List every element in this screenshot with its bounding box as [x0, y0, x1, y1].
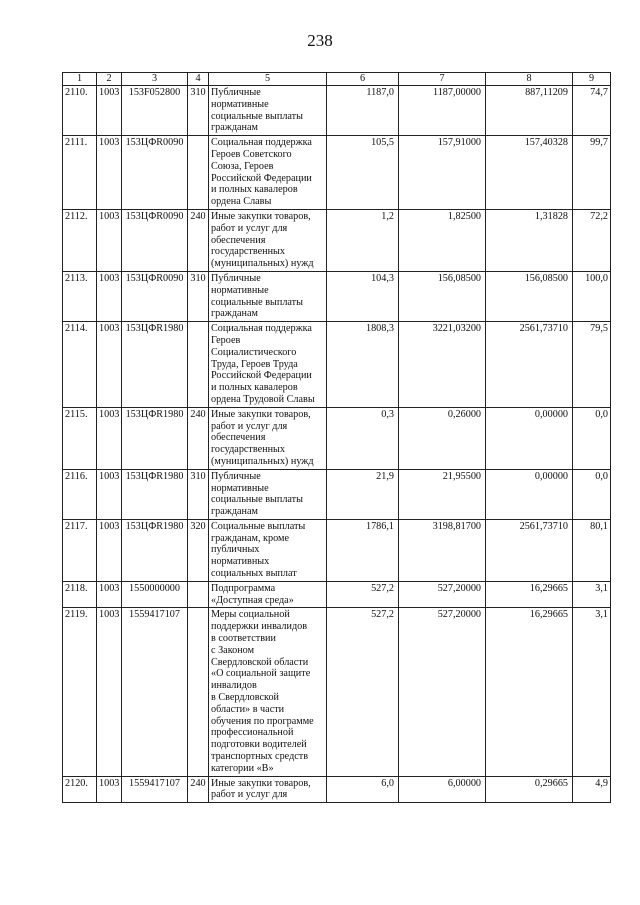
column-header: 4	[188, 73, 209, 86]
revised-value: 527,20000	[399, 581, 486, 608]
revised-value: 6,00000	[399, 776, 486, 803]
percent-value: 74,7	[573, 86, 611, 136]
item-name: Меры социальной поддержки инвалидов в соответствии с Законом Свердловской области «О социальной защите инвалидов в Свердловской области» в части обучения по программе профессиональной подготовки водителей транспортных средств категории «В»	[209, 608, 327, 776]
page-number: 238	[307, 31, 333, 50]
column-header: 1	[63, 73, 97, 86]
section-code: 1003	[97, 519, 122, 581]
column-header: 7	[399, 73, 486, 86]
executed-value: 2561,73710	[486, 519, 573, 581]
table-header-row	[63, 73, 611, 86]
target-code: 1559417107	[122, 608, 188, 776]
row-number: 2111.	[63, 136, 97, 210]
section-code: 1003	[97, 581, 122, 608]
item-name: Социальная поддержка Героев Советского Союза, Героев Российской Федерации и полных кавалеров ордена Славы	[209, 136, 327, 210]
table-row	[63, 581, 611, 608]
section-code: 1003	[97, 271, 122, 321]
executed-value: 887,11209	[486, 86, 573, 136]
revised-value: 3221,03200	[399, 322, 486, 408]
section-code: 1003	[97, 209, 122, 271]
item-name: Социальная поддержка Героев Социалистического Труда, Героев Труда Российской Федерации и полных кавалеров ордена Трудовой Славы	[209, 322, 327, 408]
executed-value: 0,00000	[486, 407, 573, 469]
item-name: Социальные выплаты гражданам, кроме публичных нормативных социальных выплат	[209, 519, 327, 581]
revised-value: 1,82500	[399, 209, 486, 271]
row-number: 2117.	[63, 519, 97, 581]
percent-value: 80,1	[573, 519, 611, 581]
section-code: 1003	[97, 407, 122, 469]
target-code: 1559417107	[122, 776, 188, 803]
row-number: 2114.	[63, 322, 97, 408]
item-name: Публичные нормативные социальные выплаты гражданам	[209, 86, 327, 136]
plan-value: 527,2	[327, 581, 399, 608]
percent-value: 3,1	[573, 608, 611, 776]
percent-value: 4,9	[573, 776, 611, 803]
revised-value: 1187,00000	[399, 86, 486, 136]
target-code: 1550000000	[122, 581, 188, 608]
target-code: 153ЦФR0090	[122, 209, 188, 271]
executed-value: 2561,73710	[486, 322, 573, 408]
plan-value: 527,2	[327, 608, 399, 776]
expense-type: 310	[188, 271, 209, 321]
row-number: 2116.	[63, 469, 97, 519]
revised-value: 157,91000	[399, 136, 486, 210]
section-code: 1003	[97, 136, 122, 210]
plan-value: 1,2	[327, 209, 399, 271]
expense-type	[188, 136, 209, 210]
row-number: 2120.	[63, 776, 97, 803]
percent-value: 100,0	[573, 271, 611, 321]
column-header: 3	[122, 73, 188, 86]
plan-value: 6,0	[327, 776, 399, 803]
table-row	[63, 322, 611, 408]
executed-value: 16,29665	[486, 608, 573, 776]
revised-value: 156,08500	[399, 271, 486, 321]
row-number: 2119.	[63, 608, 97, 776]
item-name: Иные закупки товаров, работ и услуг для	[209, 776, 327, 803]
table-row	[63, 519, 611, 581]
revised-value: 0,26000	[399, 407, 486, 469]
expense-type	[188, 322, 209, 408]
executed-value: 157,40328	[486, 136, 573, 210]
table-row	[63, 407, 611, 469]
column-header: 9	[573, 73, 611, 86]
row-number: 2115.	[63, 407, 97, 469]
plan-value: 0,3	[327, 407, 399, 469]
expense-type: 240	[188, 776, 209, 803]
table-row	[63, 469, 611, 519]
row-number: 2110.	[63, 86, 97, 136]
target-code: 153ЦФR1980	[122, 407, 188, 469]
percent-value: 3,1	[573, 581, 611, 608]
expense-type: 320	[188, 519, 209, 581]
expense-type: 310	[188, 469, 209, 519]
column-header: 5	[209, 73, 327, 86]
column-header: 8	[486, 73, 573, 86]
revised-value: 527,20000	[399, 608, 486, 776]
section-code: 1003	[97, 322, 122, 408]
revised-value: 21,95500	[399, 469, 486, 519]
executed-value: 1,31828	[486, 209, 573, 271]
item-name: Иные закупки товаров, работ и услуг для обеспечения государственных (муниципальных) нужд	[209, 209, 327, 271]
expense-type	[188, 581, 209, 608]
item-name: Иные закупки товаров, работ и услуг для обеспечения государственных (муниципальных) нужд	[209, 407, 327, 469]
item-name: Публичные нормативные социальные выплаты гражданам	[209, 271, 327, 321]
percent-value: 0,0	[573, 407, 611, 469]
expense-type: 240	[188, 407, 209, 469]
executed-value: 16,29665	[486, 581, 573, 608]
target-code: 153F052800	[122, 86, 188, 136]
revised-value: 3198,81700	[399, 519, 486, 581]
plan-value: 1187,0	[327, 86, 399, 136]
row-number: 2113.	[63, 271, 97, 321]
target-code: 153ЦФR1980	[122, 469, 188, 519]
section-code: 1003	[97, 608, 122, 776]
target-code: 153ЦФR1980	[122, 519, 188, 581]
executed-value: 156,08500	[486, 271, 573, 321]
target-code: 153ЦФR0090	[122, 271, 188, 321]
table-row	[63, 136, 611, 210]
executed-value: 0,00000	[486, 469, 573, 519]
expense-type: 240	[188, 209, 209, 271]
section-code: 1003	[97, 86, 122, 136]
row-number: 2112.	[63, 209, 97, 271]
table-row	[63, 608, 611, 776]
plan-value: 1808,3	[327, 322, 399, 408]
target-code: 153ЦФR0090	[122, 136, 188, 210]
percent-value: 79,5	[573, 322, 611, 408]
item-name: Публичные нормативные социальные выплаты гражданам	[209, 469, 327, 519]
section-code: 1003	[97, 469, 122, 519]
plan-value: 21,9	[327, 469, 399, 519]
section-code: 1003	[97, 776, 122, 803]
plan-value: 104,3	[327, 271, 399, 321]
target-code: 153ЦФR1980	[122, 322, 188, 408]
expense-type: 310	[188, 86, 209, 136]
plan-value: 1786,1	[327, 519, 399, 581]
percent-value: 0,0	[573, 469, 611, 519]
column-header: 2	[97, 73, 122, 86]
column-header: 6	[327, 73, 399, 86]
table-row	[63, 86, 611, 136]
executed-value: 0,29665	[486, 776, 573, 803]
expense-type	[188, 608, 209, 776]
table-row	[63, 776, 611, 803]
table-row	[63, 271, 611, 321]
plan-value: 105,5	[327, 136, 399, 210]
table-row	[63, 209, 611, 271]
percent-value: 72,2	[573, 209, 611, 271]
budget-table	[62, 72, 611, 803]
percent-value: 99,7	[573, 136, 611, 210]
item-name: Подпрограмма «Доступная среда»	[209, 581, 327, 608]
row-number: 2118.	[63, 581, 97, 608]
